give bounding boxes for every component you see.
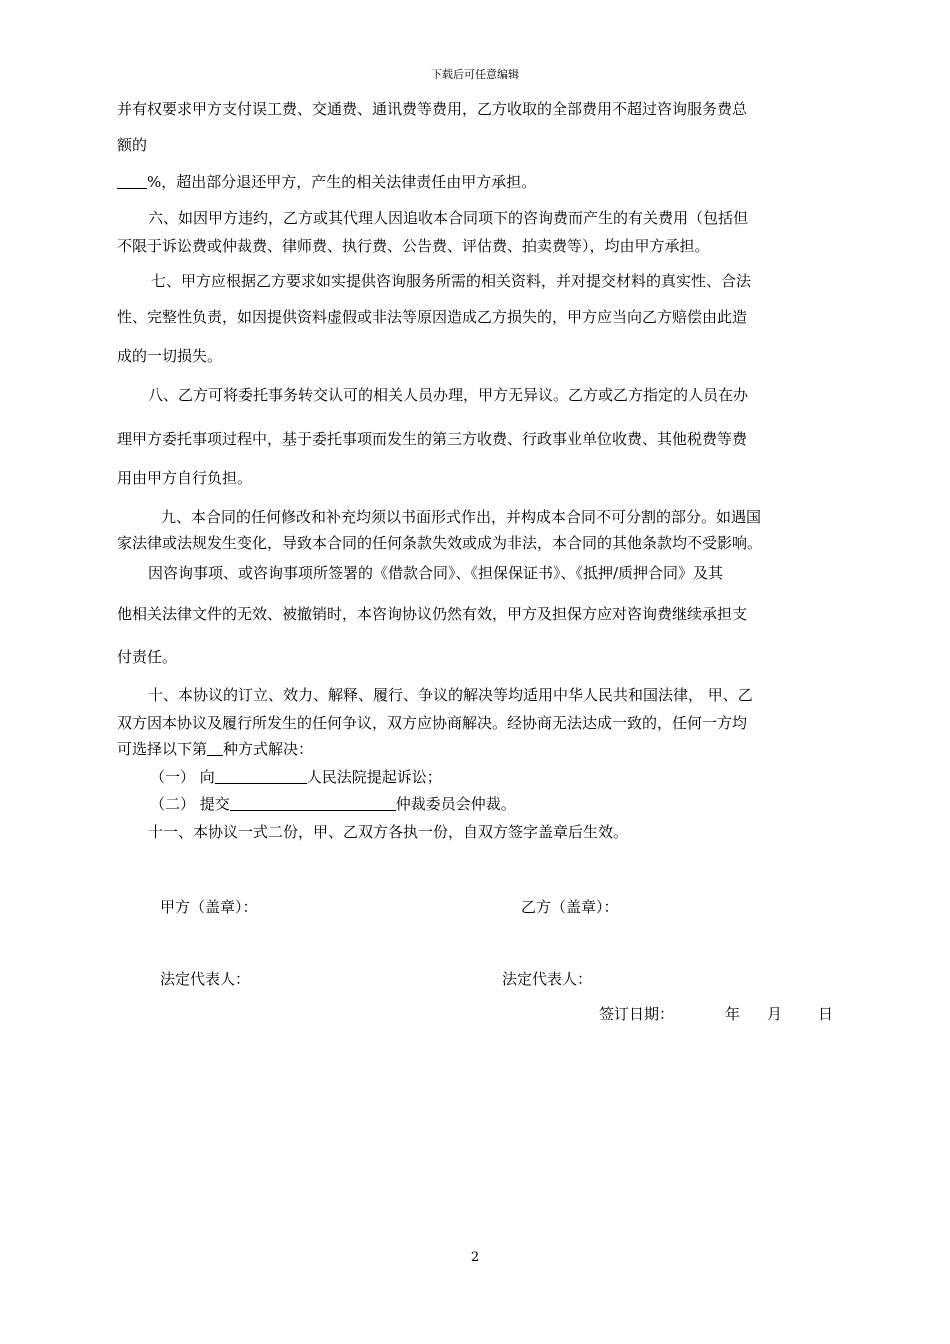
percent-blank <box>117 173 147 189</box>
date-day-label: 日 <box>818 1005 834 1023</box>
clause-6-line-2: 不限于诉讼费或仲裁费、律师费、执行费、公告费、评估费、拍卖费等），均由甲方承担。 <box>117 237 710 255</box>
clause-7-line-3: 成的一切损失。 <box>117 347 223 365</box>
option-arbitration-prefix: （二） 提交 <box>150 795 230 813</box>
page-header: 下载后可任意编辑 <box>431 68 519 81</box>
clause-7-line-1: 七、甲方应根据乙方要求如实提供咨询服务所需的相关资料，并对提交材料的真实性、合法 <box>151 272 752 290</box>
clause-9-line-1: 九、本合同的任何修改和补充均须以书面形式作出，并构成本合同不可分割的部分。如遇国 <box>161 508 762 526</box>
party-a-representative-label: 法定代表人： <box>160 970 251 988</box>
page-number: 2 <box>470 1250 480 1265</box>
arbitration-commission-blank <box>230 795 396 811</box>
party-a-seal-label: 甲方（盖章）： <box>160 898 258 916</box>
clause-8-line-3: 用由甲方自行负担。 <box>117 469 253 487</box>
clause-6-line-1: 六、如因甲方违约，乙方或其代理人因追收本合同项下的咨询费而产生的有关费用（包括但 <box>148 209 749 227</box>
clause-10-line-3-text-a: 可选择以下第 <box>117 740 208 758</box>
clause-10-line-3 <box>117 739 833 759</box>
clause-7-line-2: 性、完整性负责，如因提供资料虚假或非法等原因造成乙方损失的，甲方应当向乙方赔偿由此造 <box>117 308 748 326</box>
clause-10-line-2: 双方因本协议及履行所发生的任何争议，双方应协商解决。经协商无法达成一致的，任何一方均 <box>117 714 748 732</box>
party-b-seal-label: 乙方（盖章）： <box>521 898 619 916</box>
clause-10-line-3-text-b: 种方式解决： <box>223 740 314 758</box>
option-court-prefix: （一） 向 <box>150 768 215 786</box>
clause-9b-line-1: 因咨询事项、或咨询事项所签署的《借款合同》、《担保保证书》、《抵押/质押合同》及其 <box>148 564 724 582</box>
option-court-suffix: 人民法院提起诉讼； <box>306 768 442 786</box>
method-choice-blank <box>207 740 223 756</box>
clause-5-line-3 <box>117 172 833 192</box>
clause-5-line-1: 并有权要求甲方支付误工费、交通费、通讯费等费用，乙方收取的全部费用不超过咨询服务费总 <box>117 100 748 118</box>
option-arbitration-suffix: 仲裁委员会仲裁。 <box>395 795 516 813</box>
date-year-label: 年 <box>725 1005 741 1023</box>
clause-8-line-1: 八、乙方可将委托事务转交认可的相关人员办理，甲方无异议。乙方或乙方指定的人员在办 <box>148 386 749 404</box>
clause-5-line-3-text: %，超出部分退还甲方，产生的相关法律责任由甲方承担。 <box>147 173 537 191</box>
date-month-label: 月 <box>767 1005 783 1023</box>
clause-10-line-1: 十、本协议的订立、效力、解释、履行、争议的解决等均适用中华人民共和国法律， 甲、乙 <box>148 686 753 704</box>
clause-9-line-2: 家法律或法规发生变化，导致本合同的任何条款失效或成为非法，本合同的其他条款均不受影响。 <box>117 534 763 552</box>
signing-date-label: 签订日期： <box>599 1005 675 1023</box>
party-b-representative-label: 法定代表人： <box>502 970 593 988</box>
clause-8-line-2: 理甲方委托事项过程中，基于委托事项而发生的第三方收费、行政事业单位收费、其他税费等费 <box>117 430 748 448</box>
clause-9b-line-2: 他相关法律文件的无效、被撤销时，本咨询协议仍然有效，甲方及担保方应对咨询费继续承担支 <box>117 605 748 623</box>
option-arbitration <box>150 794 834 814</box>
clause-5-line-2: 额的 <box>117 136 148 154</box>
option-court <box>150 767 834 787</box>
court-name-blank <box>215 768 307 784</box>
clause-11: 十一、本协议一式二份，甲、乙双方各执一份，自双方签字盖章后生效。 <box>148 823 629 841</box>
clause-9b-line-3: 付责任。 <box>117 648 178 666</box>
